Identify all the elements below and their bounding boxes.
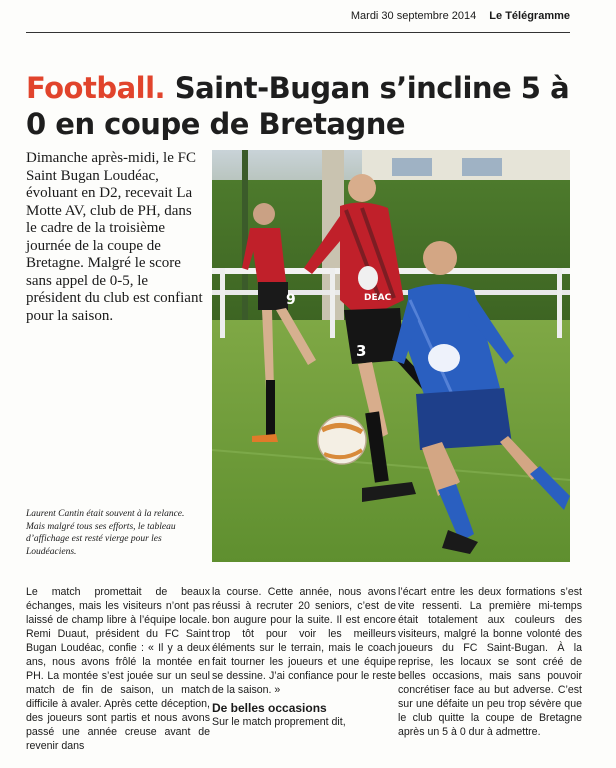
article-headline [26,70,586,142]
masthead [26,10,570,33]
body-column-2 [212,585,396,729]
body-subhead: De belles occasions [212,701,327,715]
photo-caption: Laurent Cantin était souvent à la relance. Mais malgré tous ses efforts, le tableau d’affichage est resté vierge pour les Loudéaciens. [26,509,185,557]
body-column-2-end: Sur le match proprement dit, [212,716,346,728]
body-column-1: Le match promettait de beaux échanges, mais les visiteurs n’ont pas laissé de champ libre à l’équipe locale. Remi Duaut, président du FC Saint Bugan Loudéac, confie : « Il y a deux ans, nous avons frôlé la montée en PH. La montée s’est jouée sur un seul match de fin de saison, un match difficile à avaler. Après cette déception, des joueurs sont partis et nous avons passé une année creuse avant de revenir dans [26,586,210,752]
headline-title: Saint-Bugan s’incline 5 à 0 en coupe de Bretagne [26,71,570,141]
football [318,416,366,464]
shirt-sponsor: DEAC [364,293,392,303]
newspaper-name: Le Télégramme [489,10,570,22]
issue-date: Mardi 30 septembre 2014 [350,10,477,22]
headline-kicker: Football. [26,71,166,105]
shirt-number-left: 9 [286,292,296,308]
match-photo [212,150,570,562]
article-lead: Dimanche après-midi, le FC Saint Bugan Loudéac, évoluant en D2, recevait La Motte AV, club de PH, dans le cadre de la troisième journée de la coupe de Bretagne. Malgré le score sans appel de 0-5, le président du club est confiant pour la saison. [26,150,203,324]
body-column-2-text: la course. Cette année, nous avons réussi à recruter 20 seniors, c’est de bon augure pour la suite. Il est encore trop tôt pour voir les meilleurs éléments sur le terrain, mais le coach fait tourner les joueurs et une équipe se dessine. J’ai confiance pour le reste de la saison. » [212,586,396,696]
body-column-3: l’écart entre les deux formations s’est vite ressenti. La première mi-temps était totalement aux couleurs des visiteurs, malgré la bonne volonté des joueurs du FC Saint-Bugan. À la reprise, les locaux se sont créé de belles occasions, mais sans pouvoir concrétiser face au but adverse. C’est sur une défaite un peu trop sévère que le club quitte la coupe de Bretagne après un 5 à 0 dur à admettre. [398,586,582,738]
shirt-number-right: 3 [356,342,367,360]
